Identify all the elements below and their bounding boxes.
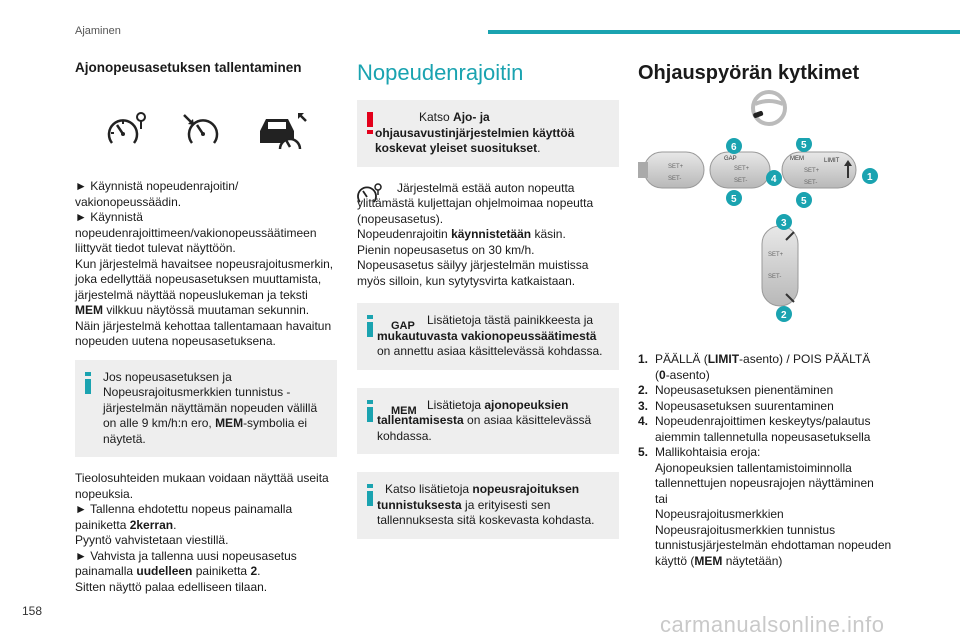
- item1-f: -asento): [665, 367, 710, 382]
- gap-bold: mukautuvasta vakionopeussäätimestä: [377, 328, 597, 343]
- svg-text:5: 5: [731, 194, 737, 205]
- text-prompt-save: Näin järjestelmä kehottaa tallentamaan havaitun nopeuden uutena nopeusasetuksena.: [75, 318, 332, 348]
- step-save-text: ► Tallenna ehdotettu nopeus painamalla painiketta: [75, 502, 293, 532]
- note-text-end: -symbolia ei näytetä.: [103, 416, 308, 446]
- list-num: 1.: [638, 352, 649, 366]
- text-min-speed: Pienin nopeusasetus on 30 km/h.: [357, 242, 535, 257]
- step-info-display: ► Käynnistä nopeudenrajoittimeen/vakionopeussäätimeen liittyvät tiedot tulevat näyttöön.: [75, 210, 317, 255]
- callout-5c: [796, 192, 812, 208]
- heading-steering-controls: Ohjauspyörän kytkimet: [638, 62, 860, 84]
- list-text: Nopeusasetuksen pienentäminen: [655, 383, 834, 397]
- svg-text:5: 5: [801, 196, 807, 207]
- svg-text:LIMIT: LIMIT: [824, 158, 840, 164]
- list-num: 4.: [638, 414, 649, 428]
- note-text: Jos nopeusasetuksen ja Nopeusrajoitusmerkkien tunnistus -järjestelmän näyttämän nopeuden välillä on alle 9 km/h:n ero,: [103, 369, 318, 430]
- start-end: käsin.: [531, 227, 566, 241]
- info-icon: [367, 484, 373, 506]
- svg-text:SET+: SET+: [804, 168, 820, 174]
- item1-b: LIMIT: [707, 352, 740, 366]
- item5-line6: Nopeusrajoitusmerkkien tunnistus: [655, 522, 836, 537]
- svg-text:SET-: SET-: [804, 180, 818, 186]
- item5-last-a: käyttö (: [655, 553, 695, 568]
- info-icon: [367, 400, 373, 422]
- start-bold: käynnistetään: [451, 227, 532, 241]
- text-start-manual: [357, 227, 619, 243]
- list-num: 5.: [638, 445, 649, 459]
- warning-note: [357, 100, 619, 167]
- stalk-illustration: [638, 138, 900, 338]
- item5-line1: Mallikohtaisia eroja:: [655, 445, 761, 459]
- info-note-mem: [75, 360, 337, 458]
- warning-end: .: [537, 141, 541, 155]
- page-number: 158: [22, 604, 43, 618]
- callout-6: [726, 138, 742, 154]
- mem-tag: MEM: [391, 404, 417, 417]
- column-speed-limiter: [357, 58, 619, 539]
- item1-e: 0: [659, 367, 666, 382]
- gap-text: Lisätietoja tästä painikkeesta ja: [427, 313, 594, 327]
- icon-row: [75, 107, 337, 155]
- watermark: carmanualsonline.info: [660, 612, 885, 637]
- svg-text:5: 5: [801, 140, 807, 151]
- step-start-limiter: ► Käynnistä nopeudenrajoitin/ vakionopeussäädin.: [75, 179, 239, 209]
- svg-text:4: 4: [771, 174, 777, 185]
- svg-text:SET-: SET-: [734, 178, 748, 184]
- svg-text:SET+: SET+: [768, 252, 784, 258]
- heading-speed-limiter: Nopeudenrajoitin: [357, 60, 524, 85]
- list-item-4: [638, 414, 900, 445]
- text-return-display: Sitten näyttö palaa edelliseen tilaan.: [75, 579, 268, 594]
- svg-text:1: 1: [867, 172, 873, 183]
- list-item-5: [638, 445, 900, 569]
- svg-text:3: 3: [781, 218, 787, 229]
- step-confirm-mid: painiketta: [192, 564, 251, 578]
- item5-line7: tunnistusjärjestelmän ehdottaman nopeuden: [655, 538, 892, 552]
- mem-end: on asiaa käsittelevässä kohdassa.: [377, 413, 592, 443]
- text-block-1: [75, 179, 337, 350]
- header-accent-bar: [488, 30, 960, 34]
- step-save-end: .: [173, 517, 177, 532]
- text-limiter-purpose: Järjestelmä estää auton nopeutta ylittämästä kuljettajan ohjelmoimaa nopeutta (nopeusasetus).: [357, 180, 594, 226]
- callout-2: [776, 306, 792, 322]
- item1-a: PÄÄLLÄ (: [655, 352, 708, 366]
- callout-4: [766, 170, 782, 186]
- mem-bold: ajonopeuksien tallentamisesta: [377, 397, 569, 427]
- car-speed-icon: [256, 109, 308, 153]
- callout-1: [862, 168, 878, 184]
- list-text: [655, 352, 870, 383]
- text-memory: Nopeusasetus säilyy järjestelmän muistissa myös silloin, kun sytytysvirta katkaistaan.: [357, 258, 589, 288]
- list-text: [655, 445, 891, 569]
- svg-text:SET+: SET+: [668, 164, 684, 170]
- text-mem-blink: vilkkuu näytössä muutaman sekunnin.: [103, 303, 310, 317]
- svg-text:SET+: SET+: [734, 166, 750, 172]
- text-block-2: [75, 471, 337, 595]
- list-text: [655, 414, 870, 445]
- info-note-mem-ref: [357, 388, 619, 455]
- item1-c: -asento) / POIS PÄÄLTÄ: [739, 352, 871, 366]
- start-text: Nopeudenrajoitin: [357, 227, 452, 241]
- list-item-3: [638, 399, 900, 415]
- svg-text:MEM: MEM: [790, 156, 804, 162]
- step-confirm-bold1: uudelleen: [136, 564, 193, 578]
- item1-d: (: [655, 367, 659, 382]
- list-item-1: [638, 352, 900, 383]
- stalk-left: [638, 152, 704, 188]
- warning-text: Katso: [419, 110, 454, 124]
- gap-tag: GAP: [391, 320, 415, 332]
- column-steering-controls: [638, 58, 900, 568]
- list-text: Nopeusasetuksen suurentaminen: [655, 398, 834, 413]
- svg-text:SET-: SET-: [768, 274, 782, 280]
- warning-bold: Ajo- ja ohjausavustinjärjestelmien käyttöä koskevat yleiset suositukset: [375, 110, 575, 155]
- item5-line4: tai: [655, 491, 668, 506]
- svg-text:2: 2: [781, 310, 787, 321]
- info-note-gap: [357, 303, 619, 370]
- callout-3: [776, 214, 792, 230]
- info-icon: [85, 372, 91, 394]
- mem-text: Lisätietoja: [427, 397, 485, 412]
- text-detect-sign: Kun järjestelmä havaitsee nopeusrajoitusmerkin, joka edellyttää nopeusasetuksen muuttamista, järjestelmä näyttää nopeuslukeman ja teksti: [75, 256, 334, 302]
- info-icon: [367, 315, 373, 337]
- callout-5a: [726, 190, 742, 206]
- list-num: 2.: [638, 383, 649, 397]
- gap-end: on annettu asiaa käsittelevässä kohdassa.: [377, 344, 603, 358]
- item5-last-b: MEM: [694, 553, 723, 568]
- heading-speed-memory: Ajonopeusasetuksen tallentaminen: [75, 60, 302, 75]
- callout-5b: [796, 138, 812, 152]
- note-mem-label: MEM: [215, 416, 244, 430]
- text-confirm-message: Pyyntö vahvistetaan viestillä.: [75, 533, 229, 547]
- more-text: Katso lisätietoja: [385, 482, 473, 496]
- text-multiple-speeds: Tieolosuhteiden mukaan voidaan näyttää useita nopeuksia.: [75, 471, 329, 501]
- more-end: ja erityisesti sen tallennuksesta sitä koskevasta kohdasta.: [377, 497, 595, 527]
- mem-label: MEM: [75, 303, 103, 317]
- speedometer-limit-icon: [104, 111, 148, 151]
- stalk-bottom: [762, 226, 798, 306]
- step-confirm-bold2: 2: [250, 564, 258, 578]
- stalk-middle: [710, 152, 770, 188]
- limiter-description: [357, 181, 619, 290]
- item5-line2: Ajonopeuksien tallentamistoiminnolla: [655, 460, 852, 475]
- list-item-2: [638, 383, 900, 399]
- svg-text:GAP: GAP: [724, 156, 737, 162]
- steering-wheel-icon: [749, 88, 789, 128]
- more-bold: nopeusrajoituksen tunnistuksesta: [377, 482, 580, 512]
- list-num: 3.: [638, 398, 649, 413]
- svg-text:SET-: SET-: [668, 176, 682, 182]
- item4-line2: aiemmin tallennetulla nopeusasetuksella: [655, 429, 871, 444]
- item4-line1: Nopeudenrajoittimen keskeytys/palautus: [655, 414, 871, 428]
- step-confirm-text: ► Vahvista ja tallenna uusi nopeusasetus painamalla: [75, 548, 297, 578]
- item5-last-c: näytetään): [722, 553, 783, 568]
- item5-line5: Nopeusrajoitusmerkkien: [655, 507, 784, 521]
- speedometer-limit-small-icon: [357, 183, 383, 205]
- item5-line3: tallennettujen nopeusrajojen näyttäminen: [655, 476, 874, 490]
- stalk-right: [782, 152, 856, 188]
- warning-icon: [367, 112, 373, 134]
- controls-list: [638, 352, 900, 569]
- step-save-bold: 2kerran: [129, 517, 174, 532]
- section-header: Ajaminen: [75, 25, 121, 37]
- speedometer-hand-icon: [180, 111, 224, 151]
- column-speed-memory: [75, 58, 337, 595]
- info-note-sign-recognition: [357, 472, 619, 539]
- svg-text:6: 6: [731, 142, 737, 153]
- step-confirm-end: .: [257, 564, 261, 578]
